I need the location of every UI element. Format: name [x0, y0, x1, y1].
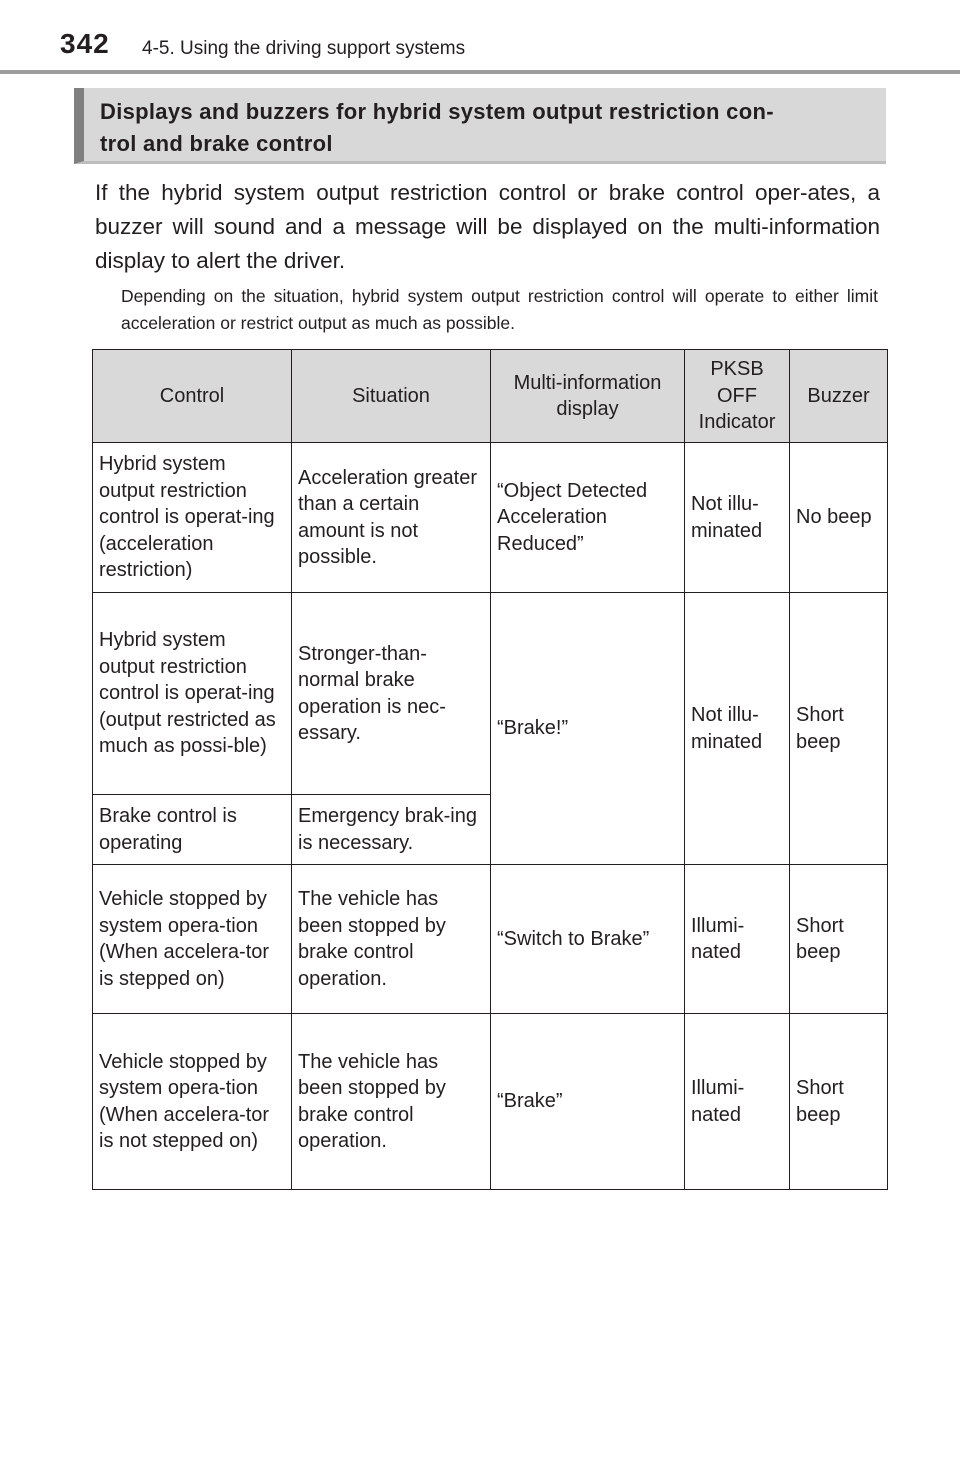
table-row [93, 1014, 888, 1190]
header-situation: Situation [292, 350, 491, 443]
cell-buzzer: Short beep [790, 865, 888, 1014]
cell-indicator: Illumi-nated [685, 1014, 790, 1190]
table-row [93, 443, 888, 593]
cell-buzzer: No beep [790, 443, 888, 593]
cell-control: Hybrid system output restriction control is operat-ing (output restricted as much as possi-ble) [93, 593, 292, 795]
cell-display: “Brake!” [491, 593, 685, 865]
cell-situation: Emergency brak-ing is necessary. [292, 795, 491, 865]
cell-situation: The vehicle has been stopped by brake control operation. [292, 1014, 491, 1190]
header-control: Control [93, 350, 292, 443]
cell-control: Vehicle stopped by system opera-tion (When accelera-tor is stepped on) [93, 865, 292, 1014]
cell-display: “Brake” [491, 1014, 685, 1190]
section-title: Displays and buzzers for hybrid system output restriction con- trol and brake control [100, 99, 774, 156]
cell-indicator: Not illu-minated [685, 593, 790, 865]
section-heading-box [74, 88, 886, 164]
cell-buzzer: Short beep [790, 593, 888, 865]
cell-buzzer: Short beep [790, 1014, 888, 1190]
cell-display: “Object Detected Acceleration Reduced” [491, 443, 685, 593]
cell-situation: Acceleration greater than a certain amount is not possible. [292, 443, 491, 593]
page-header [0, 0, 960, 72]
chapter-title: 4-5. Using the driving support systems [142, 38, 466, 59]
table-row [93, 865, 888, 1014]
header-buzzer: Buzzer [790, 350, 888, 443]
cell-indicator: Illumi-nated [685, 865, 790, 1014]
cell-control: Hybrid system output restriction control is operat-ing (acceleration restriction) [93, 443, 292, 593]
note-paragraph: Depending on the situation, hybrid system output restriction control will operate to either limit acceleration or restrict output as much as possible. [121, 286, 878, 333]
control-table [92, 349, 888, 1190]
table-row [93, 593, 888, 795]
page-number: 342 [60, 28, 110, 59]
table-header-row [93, 350, 888, 443]
cell-control: Vehicle stopped by system opera-tion (When accelera-tor is not stepped on) [93, 1014, 292, 1190]
cell-situation: Stronger-than-normal brake operation is nec-essary. [292, 593, 491, 795]
cell-display: “Switch to Brake” [491, 865, 685, 1014]
intro-paragraph: If the hybrid system output restriction control or brake control oper-ates, a buzzer will sound and a message will be displayed on the multi-information display to alert the driver. [95, 180, 880, 273]
cell-indicator: Not illu-minated [685, 443, 790, 593]
header-indicator: PKSB OFF Indicator [685, 350, 790, 443]
cell-control: Brake control is operating [93, 795, 292, 865]
header-divider [0, 70, 960, 74]
cell-situation: The vehicle has been stopped by brake control operation. [292, 865, 491, 1014]
header-display: Multi-information display [491, 350, 685, 443]
